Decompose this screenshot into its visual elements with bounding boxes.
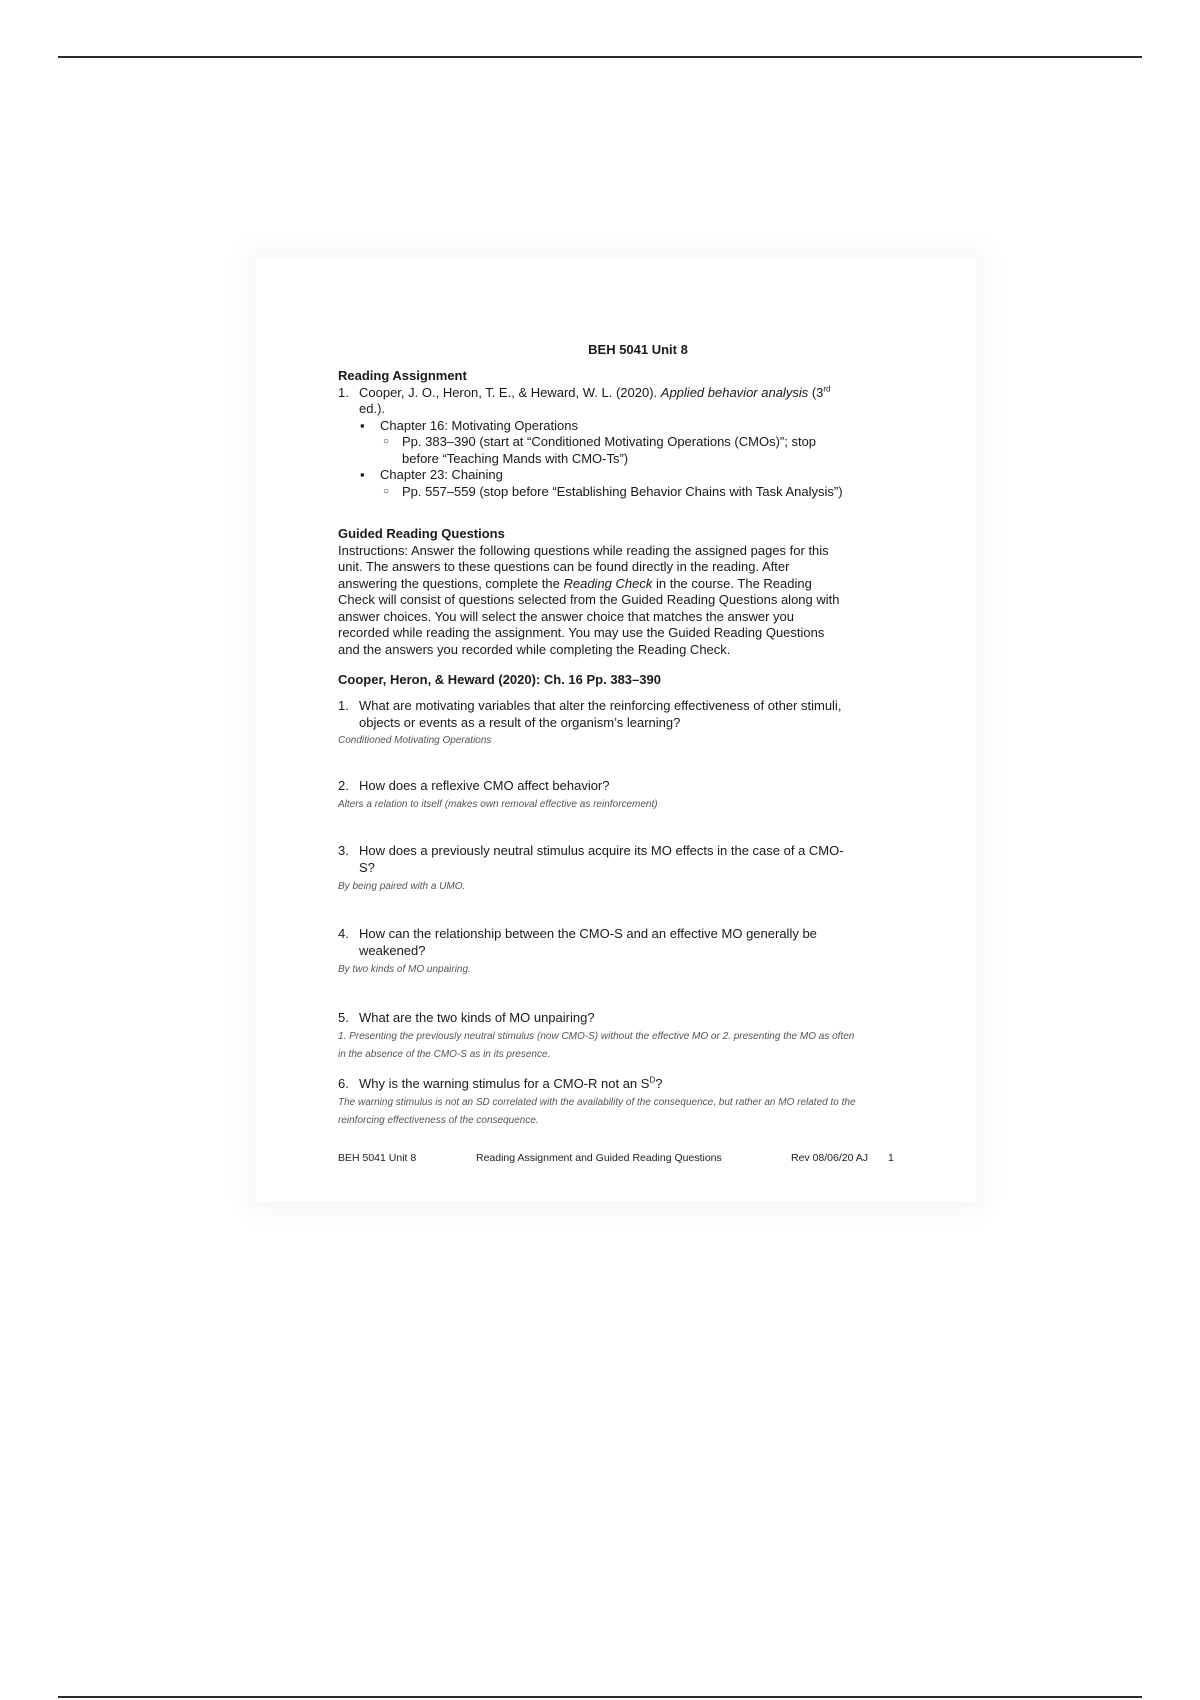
answer-3: By being paired with a UMO. — [338, 881, 466, 892]
question-5-line-1: What are the two kinds of MO unpairing? — [359, 1010, 595, 1025]
instructions-reading-check: Reading Check — [563, 575, 653, 591]
question-6-superscript: D — [649, 1075, 656, 1085]
bullet-marker: ▪ — [360, 417, 365, 433]
question-4-line-2: weakened? — [359, 942, 426, 958]
sub-bullet-pages-557 — [338, 484, 958, 501]
instructions-line-3a: answering the questions, complete the — [338, 575, 564, 591]
sub-bullet-marker: ○ — [383, 436, 390, 447]
answer-6-line-2: reinforcing effectiveness of the consequence. — [338, 1115, 539, 1126]
document-title: BEH 5041 Unit 8 — [588, 342, 688, 357]
citation-line-2: ed.). — [359, 401, 386, 416]
instructions-line-4: Check will consist of questions selected from the Guided Reading Questions along with — [338, 592, 840, 607]
question-number: 3. — [338, 843, 349, 858]
question-number: 4. — [338, 926, 349, 941]
answer-6 — [338, 1094, 978, 1130]
bullet-chapter-16-text: Chapter 16: Motivating Operations — [380, 417, 578, 433]
answer-5 — [338, 1028, 978, 1064]
citation-edition-sup: rd — [823, 384, 831, 394]
citation-number: 1. — [338, 384, 349, 400]
answer-5-line-1: 1. Presenting the previously neutral stimulus (now CMO-S) without the effective MO or 2. presenting the MO as often — [338, 1031, 855, 1042]
document-page — [256, 258, 976, 1202]
instructions-line-6: recorded while reading the assignment. You may use the Guided Reading Questions — [338, 625, 825, 640]
question-number: 1. — [338, 698, 349, 713]
sub-bullet-pages-383 — [338, 434, 958, 467]
footer-description: Reading Assignment and Guided Reading Questions — [476, 1152, 722, 1164]
answer-4: By two kinds of MO unpairing. — [338, 964, 471, 975]
instructions-line-1: Instructions: Answer the following questions while reading the assigned pages for this — [338, 542, 829, 558]
bullet-chapter-16 — [338, 418, 958, 435]
question-3-line-2: S? — [359, 859, 375, 875]
answer-2: Alters a relation to itself (makes own removal effective as reinforcement) — [338, 799, 658, 810]
question-1 — [338, 698, 949, 731]
citation-prefix: Cooper, J. O., Heron, T. E., & Heward, W. L. (2020). — [359, 384, 661, 400]
answer-1: Conditioned Motivating Operations — [338, 735, 492, 746]
question-1-line-1: What are motivating variables that alter the reinforcing effectiveness of other stimuli, — [359, 698, 842, 713]
reading-assignment-section — [338, 368, 958, 500]
bottom-rule — [58, 1696, 1142, 1698]
question-6-end: ? — [655, 1076, 663, 1091]
question-6-text: Why is the warning stimulus for a CMO-R not an S — [359, 1076, 650, 1091]
instructions-line-3 — [338, 576, 958, 593]
question-2-line-1: How does a reflexive CMO affect behavior? — [359, 778, 610, 793]
citation-edition: (3 — [808, 384, 824, 400]
sub-bullet-pages-557-line-1: Pp. 557–559 (stop before “Establishing Behavior Chains with Task Analysis”) — [402, 483, 843, 499]
citation — [338, 385, 958, 418]
reading-assignment-heading: Reading Assignment — [338, 368, 467, 383]
bullet-chapter-23-text: Chapter 23: Chaining — [380, 467, 503, 482]
citation-book-title: Applied behavior analysis — [660, 384, 809, 400]
sub-bullet-pages-383-line-1: Pp. 383–390 (start at “Conditioned Motivating Operations (CMOs)”; stop — [402, 434, 817, 449]
question-3 — [338, 843, 949, 876]
section-heading: Cooper, Heron, & Heward (2020): Ch. 16 Pp. 383–390 — [338, 672, 661, 687]
question-2 — [338, 778, 949, 795]
question-4 — [338, 926, 949, 959]
question-number: 6. — [338, 1076, 349, 1091]
question-number: 5. — [338, 1010, 349, 1025]
question-number: 2. — [338, 778, 349, 793]
footer-page-number: 1 — [888, 1152, 894, 1164]
question-3-line-1: How does a previously neutral stimulus acquire its MO effects in the case of a CMO- — [359, 843, 844, 858]
question-6 — [338, 1076, 949, 1093]
question-5 — [338, 1010, 949, 1027]
guided-reading-section — [338, 526, 958, 658]
instructions-line-2: unit. The answers to these questions can be found directly in the reading. After — [338, 559, 790, 574]
guided-reading-heading: Guided Reading Questions — [338, 526, 505, 541]
question-1-line-2: objects or events as a result of the organism’s learning? — [359, 714, 681, 730]
footer-revision: Rev 08/06/20 AJ — [791, 1152, 869, 1164]
answer-6-line-1: The warning stimulus is not an SD correlated with the availability of the consequence, but rather an MO related to the — [338, 1097, 856, 1108]
bullet-chapter-23 — [338, 467, 958, 484]
top-rule — [58, 56, 1142, 58]
bullet-marker: ▪ — [360, 467, 365, 482]
sub-bullet-marker: ○ — [383, 485, 390, 497]
question-4-line-1: How can the relationship between the CMO-S and an effective MO generally be — [359, 926, 817, 941]
instructions-line-5: answer choices. You will select the answer choice that matches the answer you — [338, 608, 794, 624]
footer-course: BEH 5041 Unit 8 — [338, 1152, 417, 1164]
answer-5-line-2: in the absence of the CMO-S as in its presence. — [338, 1049, 551, 1060]
instructions-line-7: and the answers you recorded while completing the Reading Check. — [338, 641, 731, 657]
sub-bullet-pages-383-line-2: before “Teaching Mands with CMO-Ts”) — [402, 450, 629, 466]
instructions-line-3c: in the course. The Reading — [652, 575, 812, 591]
